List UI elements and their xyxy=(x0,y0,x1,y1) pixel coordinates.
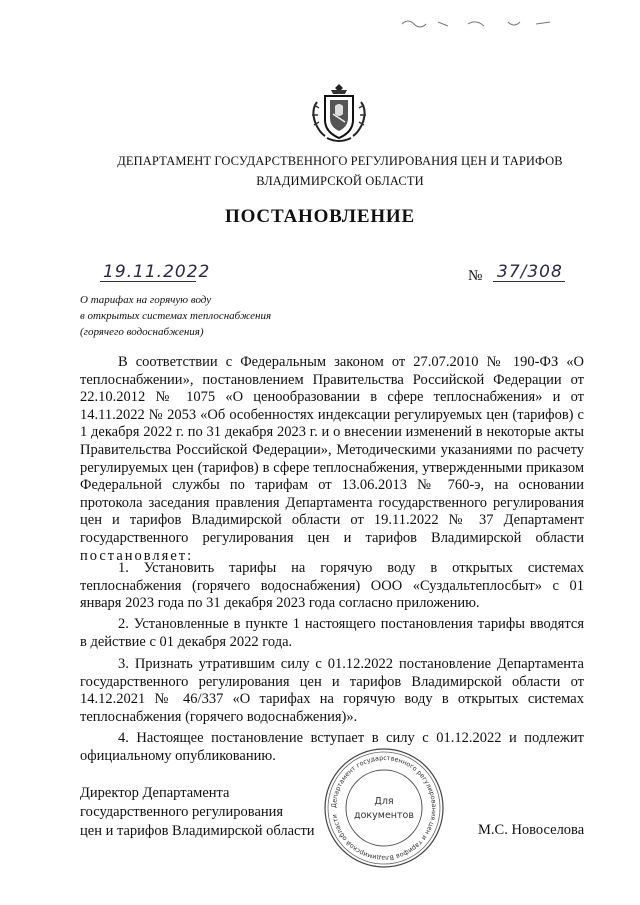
resolves-word: постановляет: xyxy=(80,547,194,564)
subject-line: в открытых системах теплоснабжения xyxy=(80,310,272,322)
document-title: ПОСТАНОВЛЕНИЕ xyxy=(225,206,415,227)
subject-line: (горячего водоснабжения) xyxy=(80,326,204,338)
document-subject xyxy=(80,292,271,340)
subject-line: О тарифах на горячую воду xyxy=(80,294,212,306)
preamble-paragraph xyxy=(80,354,584,565)
margin-scribble xyxy=(398,14,558,34)
signer-position-line: Директор Департамента xyxy=(80,785,230,801)
number-underline xyxy=(493,281,565,282)
stamp-center-line2: документов xyxy=(354,810,414,821)
preamble-text: В соответствии с Федеральным законом от 27.07.2010 № 190-ФЗ «О теплоснабжении», постановлением Правительства Российской Федерации от 22.10.2012 № 1075 «О ценообразовании в сфере теплоснабжения» и от 14.11.2022 № 2053 «Об особенностях индексации регулируемых цен (тарифов) с 1 декабря 2022 г. по 31 декабря 2023 г. и о внесении изменений в некоторые акты Правительства Российской Федерации», Методическими указаниями по расчету регулируемых цен (тарифов) в сфере теплоснабжения, утвержденными приказом Федеральной службы по тарифам от 13.06.2013 № 760-э, на основании протокола заседания правления Департамента государственного регулирования цен и тарифов Владимирской области от 19.11.2022 № 37 Департамент государственного регулирования цен и тарифов Владимирской области xyxy=(80,354,584,546)
resolution-item-2: 2. Установленные в пункте 1 настоящего постановления тарифы вводятся в действие с 01 декабря 2022 года. xyxy=(80,616,584,650)
resolution-item-4: 4. Настоящее постановление вступает в силу с 01.12.2022 и подлежит официальному опубликованию. xyxy=(80,730,584,764)
signer-position xyxy=(80,784,315,841)
document-date: 19.11.2022 xyxy=(103,262,211,282)
resolution-item-3: 3. Признать утратившим силу с 01.12.2022 постановление Департамента государственного регулирования цен и тарифов Владимирской области от 14.12.2021 № 46/337 «О тарифах на горячую воду в открытых системах теплоснабжения (горячего водоснабжения)». xyxy=(80,656,584,725)
stamp-center-line1: Для xyxy=(374,796,394,807)
date-underline xyxy=(100,281,196,282)
number-sign: № xyxy=(468,268,483,284)
stamp-ring-text: Департамент государственного регулирования цен и тарифов Владимирской области xyxy=(329,753,439,863)
signer-position-line: цен и тарифов Владимирской области xyxy=(80,823,315,839)
signer-name: М.С. Новоселова xyxy=(478,822,585,838)
coat-of-arms-emblem xyxy=(309,80,369,146)
department-name-line2: ВЛАДИМИРСКОЙ ОБЛАСТИ xyxy=(256,174,424,188)
official-stamp xyxy=(322,746,446,870)
resolution-item-1: 1. Установить тарифы на горячую воду в открытых системах теплоснабжения (горячего водоснабжения) ООО «Суздальтеплосбыт» с 01 января 2023 года по 31 декабря 2023 года согласно приложению. xyxy=(80,560,584,612)
signer-position-line: государственного регулирования xyxy=(80,804,284,820)
department-name-line1: ДЕПАРТАМЕНТ ГОСУДАРСТВЕННОГО РЕГУЛИРОВАНИЯ ЦЕН И ТАРИФОВ xyxy=(117,154,563,168)
document-number: 37/308 xyxy=(497,262,563,282)
